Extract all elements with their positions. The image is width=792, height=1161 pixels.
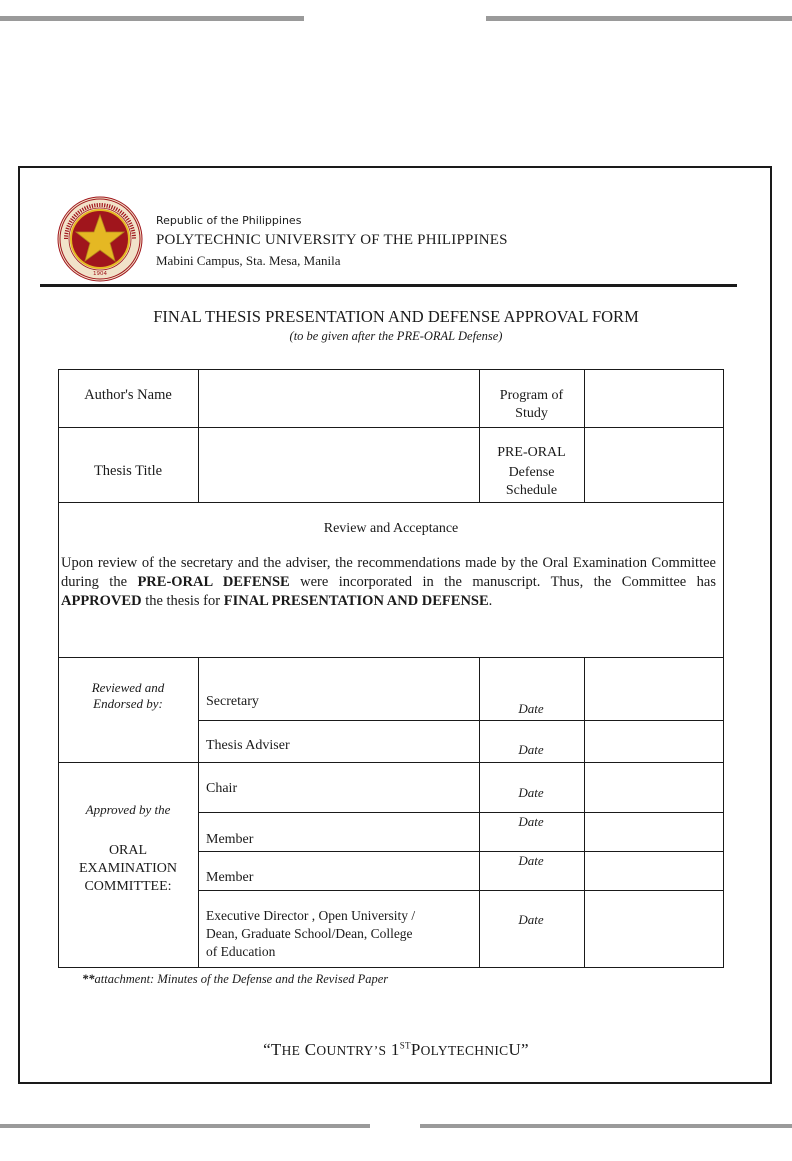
- university-name: POLYTECHNIC UNIVERSITY OF THE PHILIPPINES: [156, 232, 508, 248]
- author-name-label: Author's Name: [84, 387, 172, 403]
- committee-label-line-1: ORAL: [108, 843, 148, 858]
- row-divider: [58, 762, 724, 763]
- review-text-part: were incorporated in the manuscript. Thus, the Committee has: [289, 574, 716, 590]
- date-label: Date: [518, 814, 544, 829]
- committee-label-line-3: COMMITTEE:: [84, 879, 172, 894]
- row-divider: [198, 890, 724, 891]
- review-bold-part: PRE-ORAL DEFENSE: [137, 574, 290, 590]
- thesis-title-label: Thesis Title: [93, 463, 163, 479]
- table-border-bottom: [58, 967, 724, 968]
- top-left-rule: [0, 16, 304, 21]
- campus-line: Mabini Campus, Sta. Mesa, Manila: [156, 253, 341, 268]
- executive-label-line-3: of Education: [206, 944, 276, 959]
- form-title: FINAL THESIS PRESENTATION AND DEFENSE APPROVAL FORM: [153, 307, 639, 326]
- col-divider: [198, 657, 199, 968]
- bottom-left-rule: [0, 1124, 370, 1128]
- motto-part: “T: [263, 1040, 282, 1059]
- program-label-line-1: Program of: [499, 388, 564, 403]
- row-divider: [198, 851, 724, 852]
- header-divider: [40, 284, 737, 287]
- member-label: Member: [206, 832, 254, 847]
- col-divider: [198, 369, 199, 503]
- footnote-stars: **: [82, 972, 95, 986]
- date-label: Date: [518, 785, 544, 800]
- footnote-text: attachment: Minutes of the Defense and the Revised Paper: [94, 972, 389, 986]
- col-divider: [584, 657, 585, 968]
- republic-line: Republic of the Philippines: [156, 214, 302, 227]
- university-seal-logo: [57, 196, 143, 282]
- adviser-label: Thesis Adviser: [206, 738, 290, 753]
- review-bold-part: APPROVED: [61, 593, 142, 609]
- university-motto: [40, 1040, 752, 1060]
- row-divider: [58, 502, 724, 503]
- motto-part: OLYTECHNIC: [420, 1043, 509, 1058]
- bottom-right-rule: [420, 1124, 792, 1128]
- row-divider: [58, 657, 724, 658]
- motto-part: C: [300, 1040, 317, 1059]
- review-text-part: .: [488, 593, 493, 609]
- motto-part: OUNTRY’S: [316, 1043, 387, 1058]
- date-label: Date: [518, 853, 544, 868]
- committee-label-line-2: EXAMINATION: [79, 861, 177, 876]
- review-text: [61, 554, 716, 611]
- schedule-label-line-3: Schedule: [505, 483, 558, 498]
- schedule-label-line-2: Defense: [508, 465, 555, 480]
- motto-part: P: [410, 1040, 421, 1059]
- chair-label: Chair: [206, 781, 238, 796]
- member-label: Member: [206, 870, 254, 885]
- reviewed-label-line-1: Reviewed and: [91, 680, 165, 695]
- date-label: Date: [518, 742, 544, 757]
- approved-label: Approved by the: [85, 802, 171, 817]
- date-label: Date: [518, 701, 544, 716]
- review-title: Review and Acceptance: [323, 521, 459, 536]
- secretary-label: Secretary: [206, 694, 259, 709]
- approval-table: [58, 369, 724, 968]
- executive-label-line-1: Executive Director , Open University /: [206, 908, 416, 923]
- table-border-top: [58, 369, 724, 370]
- top-right-rule: [486, 16, 792, 21]
- col-divider: [584, 369, 585, 503]
- reviewed-label-line-2: Endorsed by:: [93, 696, 163, 711]
- table-border-right: [723, 369, 724, 968]
- motto-part: U”: [508, 1040, 529, 1059]
- review-text-part: the thesis for: [141, 593, 224, 609]
- date-label: Date: [518, 912, 544, 927]
- review-text-part: Upon review of the secretary and the adviser, the recommendations made by the Oral Examination Committee during the: [61, 555, 716, 590]
- motto-part: 1: [386, 1040, 400, 1059]
- svg-text:1904: 1904: [93, 271, 107, 277]
- motto-part: ST: [399, 1040, 411, 1051]
- row-divider: [58, 427, 724, 428]
- form-subtitle: (to be given after the PRE-ORAL Defense): [289, 329, 503, 343]
- motto-part: HE: [281, 1043, 301, 1058]
- row-divider: [198, 720, 724, 721]
- attachment-footnote: [82, 972, 388, 987]
- program-label-line-2: Study: [515, 406, 548, 421]
- row-divider: [198, 812, 724, 813]
- schedule-label-line-1: PRE-ORAL: [497, 445, 566, 460]
- review-bold-part: FINAL PRESENTATION AND DEFENSE: [223, 593, 489, 609]
- executive-label-line-2: Dean, Graduate School/Dean, College: [206, 926, 413, 941]
